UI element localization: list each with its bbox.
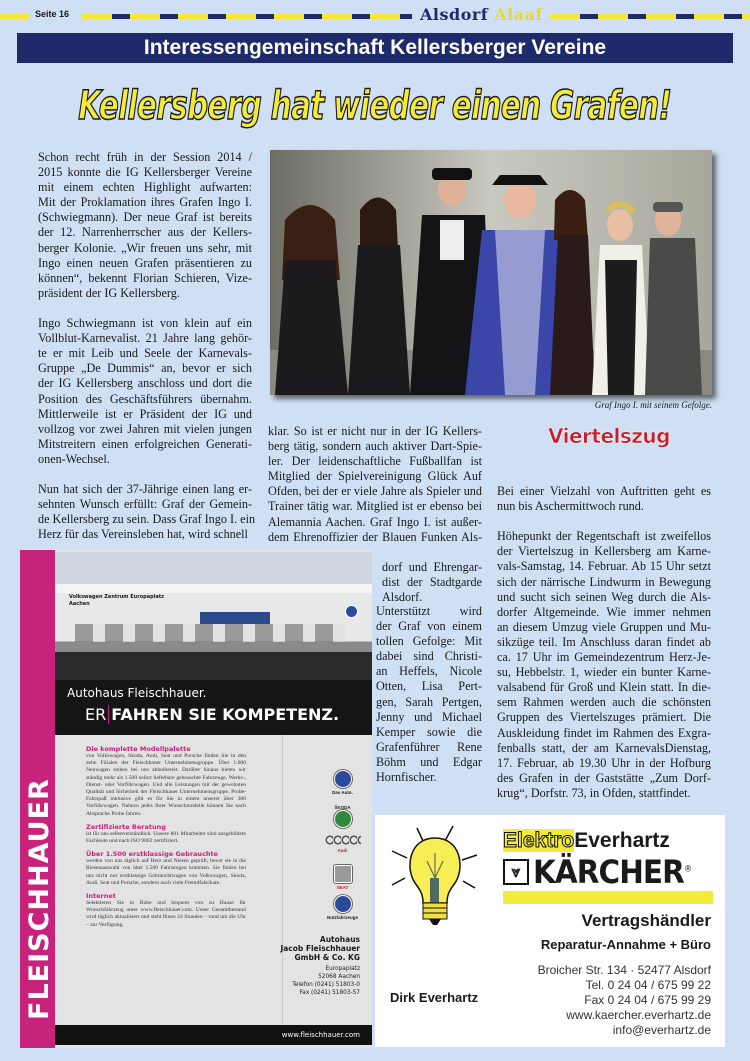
- text-line: ca. 17 Uhr im Gemeindezentrum Herz-Je-: [497, 650, 711, 665]
- brand-logo: [320, 805, 365, 830]
- text-line: nun bis Aschermittwoch rund.: [497, 499, 644, 514]
- text-line: Jenny und Michael: [376, 709, 482, 724]
- karcher-logo: KÄRCHER®: [533, 853, 692, 891]
- divider: [282, 735, 283, 1025]
- text-line: Mit der Proklamation ihres Grafen Ingo I.: [38, 195, 252, 210]
- brand-icon: [325, 835, 361, 846]
- article-column-2-narrow: [382, 560, 482, 605]
- text-line: Ingo einen neuen Grafen präsentieren zu: [38, 255, 252, 270]
- text-line: Vollblut-Karnevalist. 21 Jahre lang gehör-: [38, 331, 252, 346]
- text-line: sehnten Wunsch erfüllt: Graf der Gemein-: [38, 497, 252, 512]
- building-sign: Volkswagen Zentrum Europaplatz Aachen: [69, 594, 165, 607]
- text-line: der IG Kellersberg anschloss und dort die: [38, 376, 252, 391]
- brand-label: Nutzfahrzeuge: [326, 915, 358, 920]
- article-column-2-narrow: [376, 604, 482, 785]
- ad-line: Reparatur-Annahme + Büro: [540, 937, 711, 952]
- vw-logo-icon: [345, 605, 358, 618]
- yellow-bar: [503, 891, 713, 904]
- text-line: valsabend für Groß und Klein statt. In die-: [497, 680, 711, 695]
- building-banner: [200, 612, 270, 624]
- brand-icon: [334, 770, 352, 788]
- header-rule: [550, 14, 750, 19]
- text-line: an diesem Umzug viele Gruppen und Mu-: [497, 619, 711, 634]
- text-line: de Kellersberg zu sein. Dass Graf Ingo I. ein: [38, 512, 256, 527]
- article-column-1: [38, 150, 256, 542]
- brand-icon: [334, 865, 352, 883]
- text-line: Alsdorf.: [382, 590, 423, 605]
- website-link[interactable]: www.kaercher.everhartz.de: [566, 1008, 711, 1022]
- text-line: Ingo Schwiegmann ist von klein auf ein: [38, 316, 252, 331]
- header-rule: [0, 14, 30, 19]
- text-line: an Heffels, Nicole: [376, 664, 482, 679]
- text-line: des Grafen in der Gaststätte „Zum Dorf-: [497, 770, 711, 785]
- text-line: präsident der IG Kellersberg.: [38, 285, 180, 300]
- text-line: fenballs statt, der am KarnevalsDienstag,: [497, 740, 711, 755]
- dealer-address: Europaplatz 52068 Aachen Telefon (0241) 51803-0 Fax (0241) 51803-57: [292, 966, 360, 996]
- text-line: dorfer Altgemeinde. Wie immer nehmen: [497, 604, 711, 619]
- vertical-brand: FLEISCHHAUER: [24, 778, 55, 1020]
- text-line: onen-Wechsel.: [38, 451, 110, 466]
- text-line: dist der Stadtgarde: [382, 575, 482, 590]
- text-line: Ofden, bei der er viele Jahre als Spieler und: [268, 484, 482, 499]
- owner-name: Dirk Everhartz: [390, 990, 479, 1005]
- text-line: Grafenführer Rene: [376, 739, 482, 754]
- article-title: Kellersberg hat wieder einen Grafen!: [78, 83, 672, 129]
- brand-label: Audi: [337, 848, 348, 853]
- brand-icon: [334, 895, 352, 913]
- slogan-band: [55, 680, 372, 735]
- email-link[interactable]: info@everhartz.de: [612, 1023, 711, 1037]
- elektro-everhartz-logo: ElektroEverhartz: [503, 829, 670, 852]
- header-rule: [82, 14, 412, 19]
- photo-caption: Graf Ingo I. mit seinem Gefolge.: [594, 400, 712, 410]
- text-line: der 12. Narrenherrscher aus der Kellers-: [38, 225, 252, 240]
- section-banner: Interessengemeinschaft Kellersberger Vereine: [17, 33, 733, 63]
- dealer-name: Autohaus Jacob Fleischhauer GmbH & Co. KG: [280, 935, 360, 962]
- brand-label: SEAT: [336, 885, 349, 890]
- ad-section-text: Selektieren Sie in Ruhe und bequem von zu Hause Ihr Wunschfahrzeug unter www.fleischhauer.com. Unser Gesamtbestand wird täglich aktualisiert und steht Ihnen 24 Stunden – rund um die Uhr – zur Verfügung.: [86, 900, 246, 928]
- text-line: Kemper sowie die: [376, 724, 482, 739]
- text-line: Unterstützt wird: [376, 604, 482, 618]
- ad-section-text: werden von uns täglich auf Herz und Nieren geprüft, bevor sie in die Riesenauswahl von über 1.500 Fahrzeugen kommen. Sie finden bei uns nicht nur erstklassige Gebrauchtwagen von Volkswagen, Skoda, Audi, Seat und Porsche, sondern auch viele Fremdfabrikate.: [86, 858, 246, 886]
- text-line: Herz für das Vereinsleben hat, wird schnell: [38, 527, 248, 542]
- ad-headline: Autohaus Fleischhauer.: [67, 686, 207, 700]
- brand-label: Das Auto.: [332, 790, 353, 795]
- ad-slogan: ER FAHREN SIE KOMPETENZ.: [85, 705, 340, 724]
- cars: [75, 624, 345, 642]
- brand-logo: [320, 835, 365, 853]
- text-line: sikzüge teil. Im Anschluss daran findet ab: [497, 634, 711, 649]
- text-line: mit einem echten Highlight aufwarten:: [38, 180, 252, 195]
- article-title-wrap: [0, 80, 750, 132]
- brand-logo: [320, 895, 365, 920]
- brand-logo: [320, 865, 365, 890]
- text-line: und sucht sich seinen Weg durch die Als-: [497, 589, 711, 604]
- ad-body: [86, 740, 246, 929]
- text-line: berg tätig, sondern auch aktiver Dart-Spie-: [268, 439, 482, 454]
- text-line: Position des Geschäftsführers übernahm.: [38, 391, 252, 406]
- text-line: Hornfischer.: [376, 770, 437, 785]
- text-line: te er mit Leib und Seele der Karnevals-: [38, 346, 252, 361]
- text-line: vals-Samstag, 14. Februar. Ab 15 Uhr setzt: [497, 559, 711, 574]
- ad-section-heading: Internet: [86, 892, 116, 901]
- text-line: gen, Sarah Pertgen,: [376, 694, 482, 709]
- text-line: dabei sind Christi-: [376, 649, 482, 664]
- text-line: Mitstreitern einen erfolgreichen Generati-: [38, 436, 252, 451]
- text-line: dem Ehrenoffizier der Blauen Funken Als-: [268, 529, 482, 544]
- text-line: vollzog vor zwei Jahren mit vielen jungen: [38, 421, 252, 436]
- fleischhauer-ad[interactable]: [20, 550, 372, 1048]
- text-line: (Schwiegmann). Der neue Graf ist bereits: [38, 210, 252, 225]
- text-line: sem Rahmen werden auch die schönsten: [497, 695, 711, 710]
- everhartz-ad[interactable]: [375, 815, 725, 1047]
- text-line: der Graf von einem: [376, 619, 482, 634]
- text-line: krug“, Dorfstr. 73, in Ofden, stattfindet.: [497, 785, 691, 800]
- text-line: Mittlerweile ist er Präsident der IG und: [38, 406, 252, 421]
- ad-section-text: von Volkswagen, Skoda, Audi, Seat und Porsche finden Sie in den zehn Filialen der Fleischhauer Unternehmensgruppe. Über 1.000 Neuwagen stehen bei uns abholbereit. Darüber hinaus bieten wir ständig mehr als 1.500 sofort lieferbare gebrauchte Fahrzeuge, Werks-, Dienst- oder Vorführwagen. Und alle Leistungen mit der gewohnten Qualität und Sicherheit der Fleischhauer Unternehmensgruppe. Probe-Fahrspaß inklusive gibt es für Sie in einem unserer über 300 Vorführwagen. Nahezu jedes Ihrer Wunschmodelle können Sie nach Absprache Probe fahren.: [86, 753, 246, 817]
- text-line: können“, bekennt Florian Schieren, Vize-: [38, 270, 252, 285]
- text-line: Trainer tätig war. Mitglied ist er ebenso bei: [268, 499, 482, 514]
- text-line: Alemannia Aachen. Graf Ingo I. ist außer-: [268, 514, 482, 529]
- text-line: Auskleidung findet im Rahmen des Exgra-: [497, 725, 711, 740]
- text-line: Otten, Lisa Pert-: [376, 679, 482, 694]
- ad-line: Vertragshändler: [581, 911, 711, 930]
- ad-section-text: ist für uns selbstverständlich. Unsere 801 Mitarbeiter sind ausgebildete Fachleute und nach ISO 9002 zertifiziert.: [86, 830, 246, 845]
- subheading: Viertelszug: [548, 424, 670, 448]
- text-line: su, Hebbelstr. 1, wieder ein bunter Karne-: [497, 665, 711, 680]
- contact-block: Broicher Str. 134 · 52477 Alsdorf Tel. 0 24 04 / 675 99 22 Fax 0 24 04 / 675 99 29 www.kaercher.everhartz.de info@everhartz.de: [537, 963, 711, 1037]
- brand-icon: [334, 810, 352, 828]
- article-column-2: [268, 424, 482, 545]
- text-line: Bei einer Vielzahl von Auftritten geht es: [497, 484, 711, 498]
- group-photo: [270, 150, 712, 395]
- ad-url[interactable]: www.fleischhauer.com: [55, 1025, 372, 1045]
- text-line: Höhepunkt der Regentschaft ist zweifellos: [497, 529, 711, 544]
- text-line: 2015 konnte die IG Kellersberger Vereine: [38, 165, 252, 180]
- accent-strip: [20, 550, 55, 1048]
- karcher-logo-icon: ⩔: [503, 859, 529, 885]
- dealership-photo: [55, 552, 372, 680]
- text-line: Gruppe „De Dummis“ an, bevor er sich: [38, 361, 252, 376]
- text-line: berger Kolonie. „Wir freuen uns sehr, mit: [38, 240, 252, 255]
- page-number: Seite 16: [35, 9, 70, 19]
- text-line: Nun hat sich der 37-Jährige einen lang er-: [38, 482, 252, 497]
- ad-section-heading: Die komplette Modellpalette: [86, 745, 191, 753]
- text-line: 17. Februar, ab 19.30 Uhr in der Hofburg: [497, 755, 711, 770]
- ad-section-heading: Über 1.500 erstklassige Gebrauchte: [86, 850, 219, 859]
- text-line: Gruppen des Viertelszuges prämiert. Die: [497, 710, 711, 725]
- text-line: Mitglied der Spielvereinigung Glück Auf: [268, 469, 482, 484]
- light-bulb-icon: [387, 823, 482, 928]
- text-line: Böhm und Edgar: [376, 754, 482, 769]
- text-line: sich der närrische Lindwurm in Bewegung: [497, 574, 711, 589]
- ad-section-heading: Zertifizierte Beratung: [86, 822, 166, 831]
- text-line: tollen Gefolge: Mit: [376, 634, 482, 649]
- brand-label: ŠKODA: [334, 805, 351, 810]
- text-line: der Viertelszug in Kellersberg am Karne-: [497, 544, 711, 559]
- text-line: Schon recht früh in der Session 2014 /: [38, 150, 252, 164]
- text-line: dorf und Ehrengar-: [382, 560, 482, 574]
- masthead: Alsdorf Alaaf: [420, 5, 543, 24]
- brand-logo: [320, 770, 365, 795]
- text-line: klar. So ist er nicht nur in der IG Kellers-: [268, 424, 482, 438]
- text-line: ler. Der leidenschaftliche Fußballfan ist: [268, 454, 482, 469]
- article-column-3: [497, 484, 711, 801]
